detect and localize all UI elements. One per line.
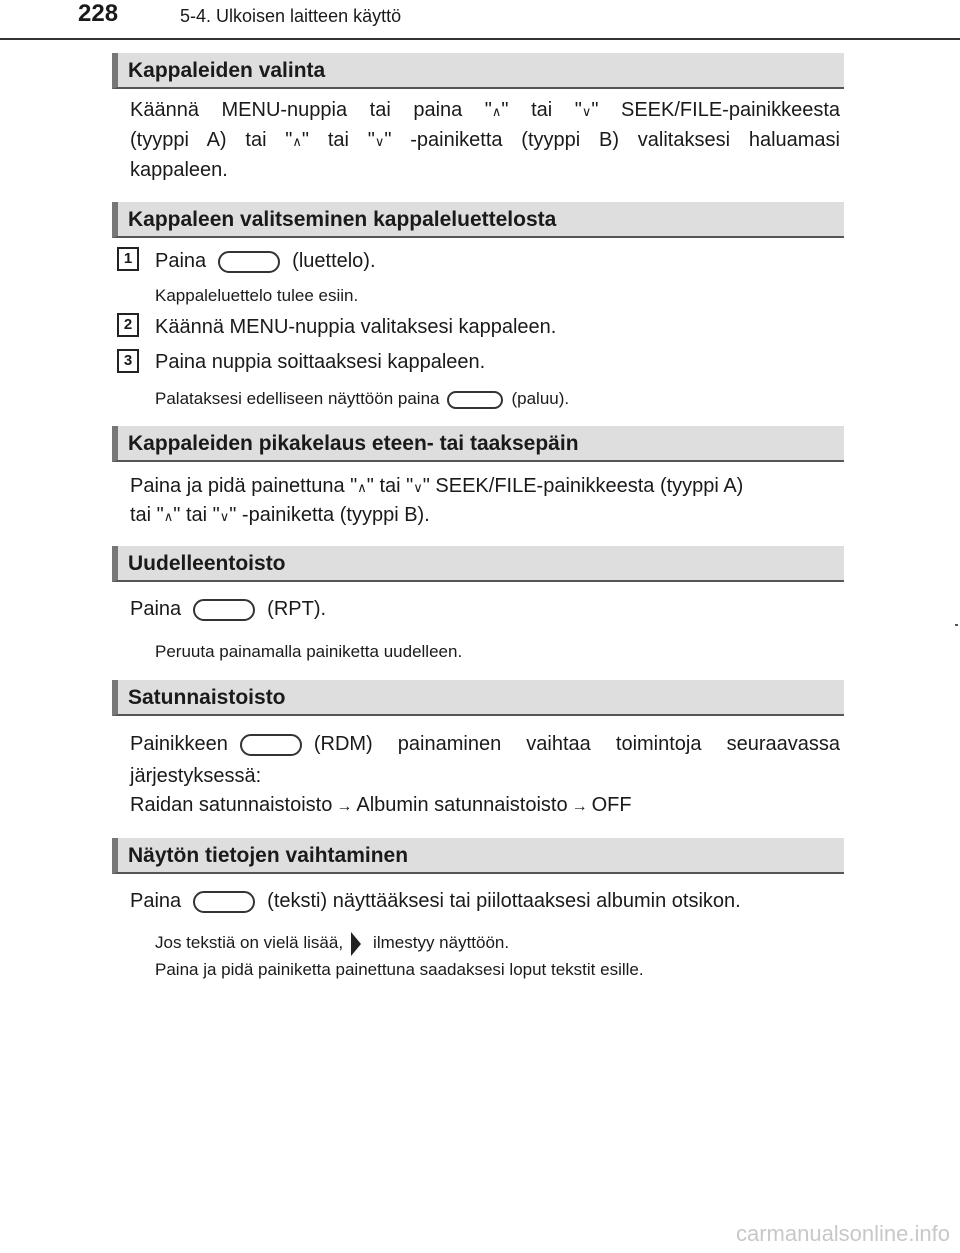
repeat-text: Paina (RPT).: [130, 598, 327, 620]
back-button-icon: [447, 391, 503, 409]
section-heading-track-list: Kappaleen valitseminen kappaleluettelosta: [112, 202, 844, 238]
up-symbol: ∧: [163, 509, 174, 524]
random-line-1: Painikkeen (RDM) painaminen vaihtaa toimintoja seuraavassa: [130, 733, 840, 755]
section-heading-fast-forward-rewind: Kappaleiden pikakelaus eteen- tai taaksepäin: [112, 426, 844, 462]
up-symbol: ∧: [292, 134, 302, 149]
track-selection-line-2: (tyyppi A) tai "∧" tai "∨" -painiketta (tyyppi B) valitaksesi haluamasi: [130, 129, 840, 151]
section-heading-track-selection: Kappaleiden valinta: [112, 53, 844, 89]
step-1-text: Paina (luettelo).: [155, 250, 376, 272]
display-info-note-2: Paina ja pidä painiketta painettuna saadaksesi loput tekstit esille.: [155, 960, 644, 979]
page-edge-mark: [955, 624, 958, 626]
list-button-icon: [218, 251, 280, 273]
step-1-badge: 1: [117, 247, 139, 271]
down-symbol: ∨: [374, 134, 385, 149]
random-sequence: Raidan satunnaistoisto → Albumin satunnaistoisto → OFF: [130, 794, 632, 816]
random-line-2: järjestyksessä:: [130, 765, 262, 787]
rpt-button-icon: [193, 599, 255, 621]
step-3-badge: 3: [117, 349, 139, 373]
section-heading-repeat: Uudelleentoisto: [112, 546, 844, 582]
more-text-icon: [351, 932, 361, 956]
section-heading-random: Satunnaistoisto: [112, 680, 844, 716]
down-symbol: ∨: [413, 480, 423, 495]
track-selection-line-3: kappaleen.: [130, 159, 228, 181]
up-symbol: ∧: [357, 480, 367, 495]
watermark: carmanualsonline.info: [735, 1221, 950, 1246]
up-symbol: ∧: [491, 104, 502, 119]
arrow-right-icon: →: [571, 798, 588, 815]
fast-forward-line-2: tai "∧" tai "∨" -painiketta (tyyppi B).: [130, 504, 430, 526]
down-symbol: ∨: [219, 509, 230, 524]
section-heading-display-info: Näytön tietojen vaihtaminen: [112, 838, 844, 874]
step-2-badge: 2: [117, 313, 139, 337]
track-selection-line-1: Käännä MENU-nuppia tai paina "∧" tai "∨" SEEK/FILE-painikkeesta: [130, 99, 840, 121]
step-3-note: Palataksesi edelliseen näyttöön paina (paluu).: [155, 389, 570, 408]
rdm-button-icon: [240, 734, 302, 756]
step-2-text: Käännä MENU-nuppia valitaksesi kappaleen.: [155, 316, 557, 338]
display-info-text: Paina (teksti) näyttääksesi tai piilottaaksesi albumin otsikon.: [130, 890, 741, 912]
arrow-right-icon: →: [336, 798, 353, 815]
step-1-note: Kappaleluettelo tulee esiin.: [155, 286, 359, 305]
page-number: 228: [78, 0, 119, 27]
display-info-note-1: Jos tekstiä on vielä lisää, ilmestyy näyttöön.: [155, 930, 509, 956]
step-3-text: Paina nuppia soittaaksesi kappaleen.: [155, 351, 486, 373]
repeat-note: Peruuta painamalla painiketta uudelleen.: [155, 642, 463, 661]
text-button-icon: [193, 891, 255, 913]
down-symbol: ∨: [581, 104, 592, 119]
header-divider: [0, 38, 960, 40]
chapter-title: 5-4. Ulkoisen laitteen käyttö: [180, 6, 402, 26]
fast-forward-line-1: Paina ja pidä painettuna "∧" tai "∨" SEEK/FILE-painikkeesta (tyyppi A): [130, 475, 744, 497]
